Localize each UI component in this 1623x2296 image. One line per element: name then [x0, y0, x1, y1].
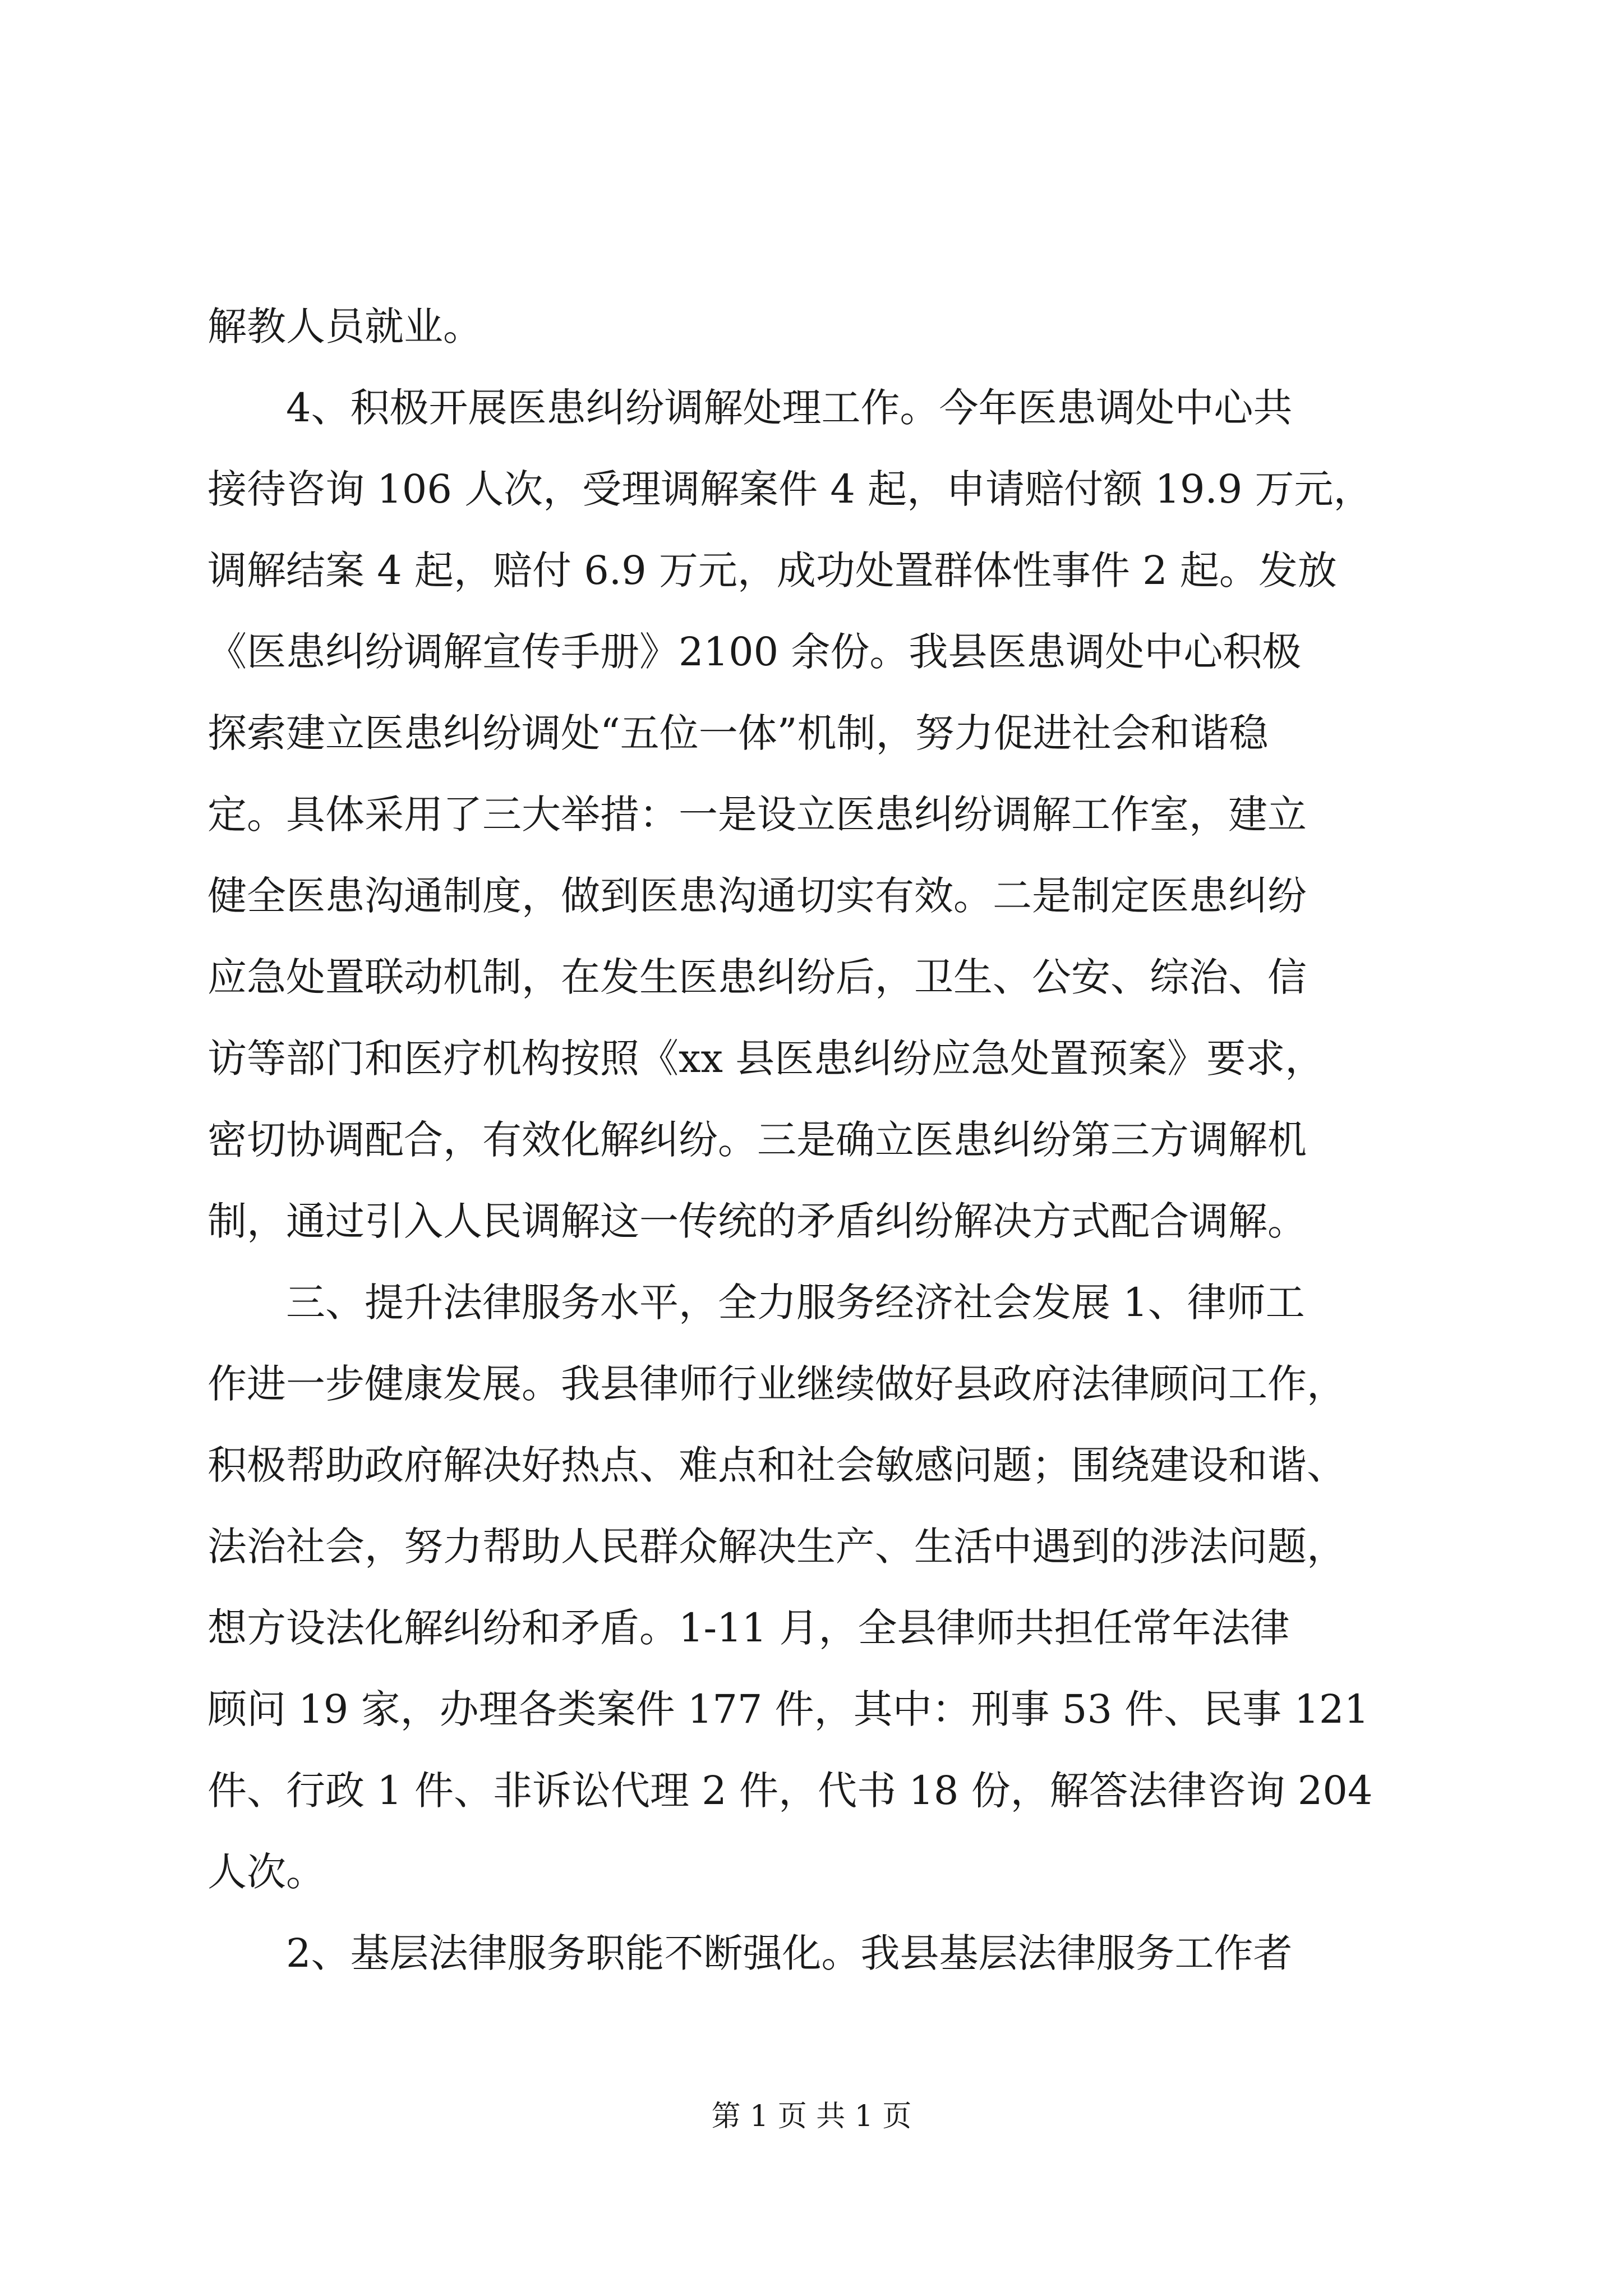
text-line: 《医患纠纷调解宣传手册》2100 余份。我县医患调处中心积极 [208, 629, 1302, 675]
text-line: 人次。 [208, 1849, 325, 1895]
text-line: 4、积极开展医患纠纷调解处理工作。今年医患调处中心共 [286, 385, 1293, 431]
text-line: 件、行政 1 件、非诉讼代理 2 件，代书 18 份，解答法律咨询 204 [208, 1768, 1373, 1814]
document-body [208, 286, 1419, 1994]
text-line: 解教人员就业。 [208, 303, 482, 349]
page-footer: 第 1 页 共 1 页 [711, 2100, 912, 2133]
text-line: 制，通过引入人民调解这一传统的矛盾纠纷解决方式配合调解。 [208, 1198, 1307, 1244]
text-line: 作进一步健康发展。我县律师行业继续做好县政府法律顾问工作， [208, 1361, 1346, 1407]
text-line: 密切协调配合，有效化解纠纷。三是确立医患纠纷第三方调解机 [208, 1117, 1307, 1163]
text-line: 探索建立医患纠纷调处“五位一体”机制，努力促进社会和谐稳 [208, 710, 1269, 756]
text-line: 定。具体采用了三大举措：一是设立医患纠纷调解工作室，建立 [208, 792, 1307, 838]
text-line: 法治社会，努力帮助人民群众解决生产、生活中遇到的涉法问题， [208, 1524, 1346, 1570]
text-line: 应急处置联动机制，在发生医患纠纷后，卫生、公安、综治、信 [208, 954, 1307, 1000]
text-line: 顾问 19 家，办理各类案件 177 件，其中：刑事 53 件、民事 121 [208, 1686, 1370, 1732]
text-line: 接待咨询 106 人次，受理调解案件 4 起，申请赔付额 19.9 万元， [208, 466, 1373, 512]
text-line: 三、提升法律服务水平，全力服务经济社会发展 1、律师工 [286, 1280, 1305, 1326]
text-line: 2、基层法律服务职能不断强化。我县基层法律服务工作者 [286, 1930, 1293, 1976]
text-line: 健全医患沟通制度，做到医患沟通切实有效。二是制定医患纠纷 [208, 873, 1307, 919]
text-line: 调解结案 4 起，赔付 6.9 万元，成功处置群体性事件 2 起。发放 [208, 547, 1337, 593]
text-line: 想方设法化解纠纷和矛盾。1-11 月，全县律师共担任常年法律 [208, 1605, 1290, 1651]
text-line: 访等部门和医疗机构按照《xx 县医患纠纷应急处置预案》要求， [208, 1036, 1325, 1082]
text-line: 积极帮助政府解决好热点、难点和社会敏感问题；围绕建设和谐、 [208, 1442, 1346, 1488]
